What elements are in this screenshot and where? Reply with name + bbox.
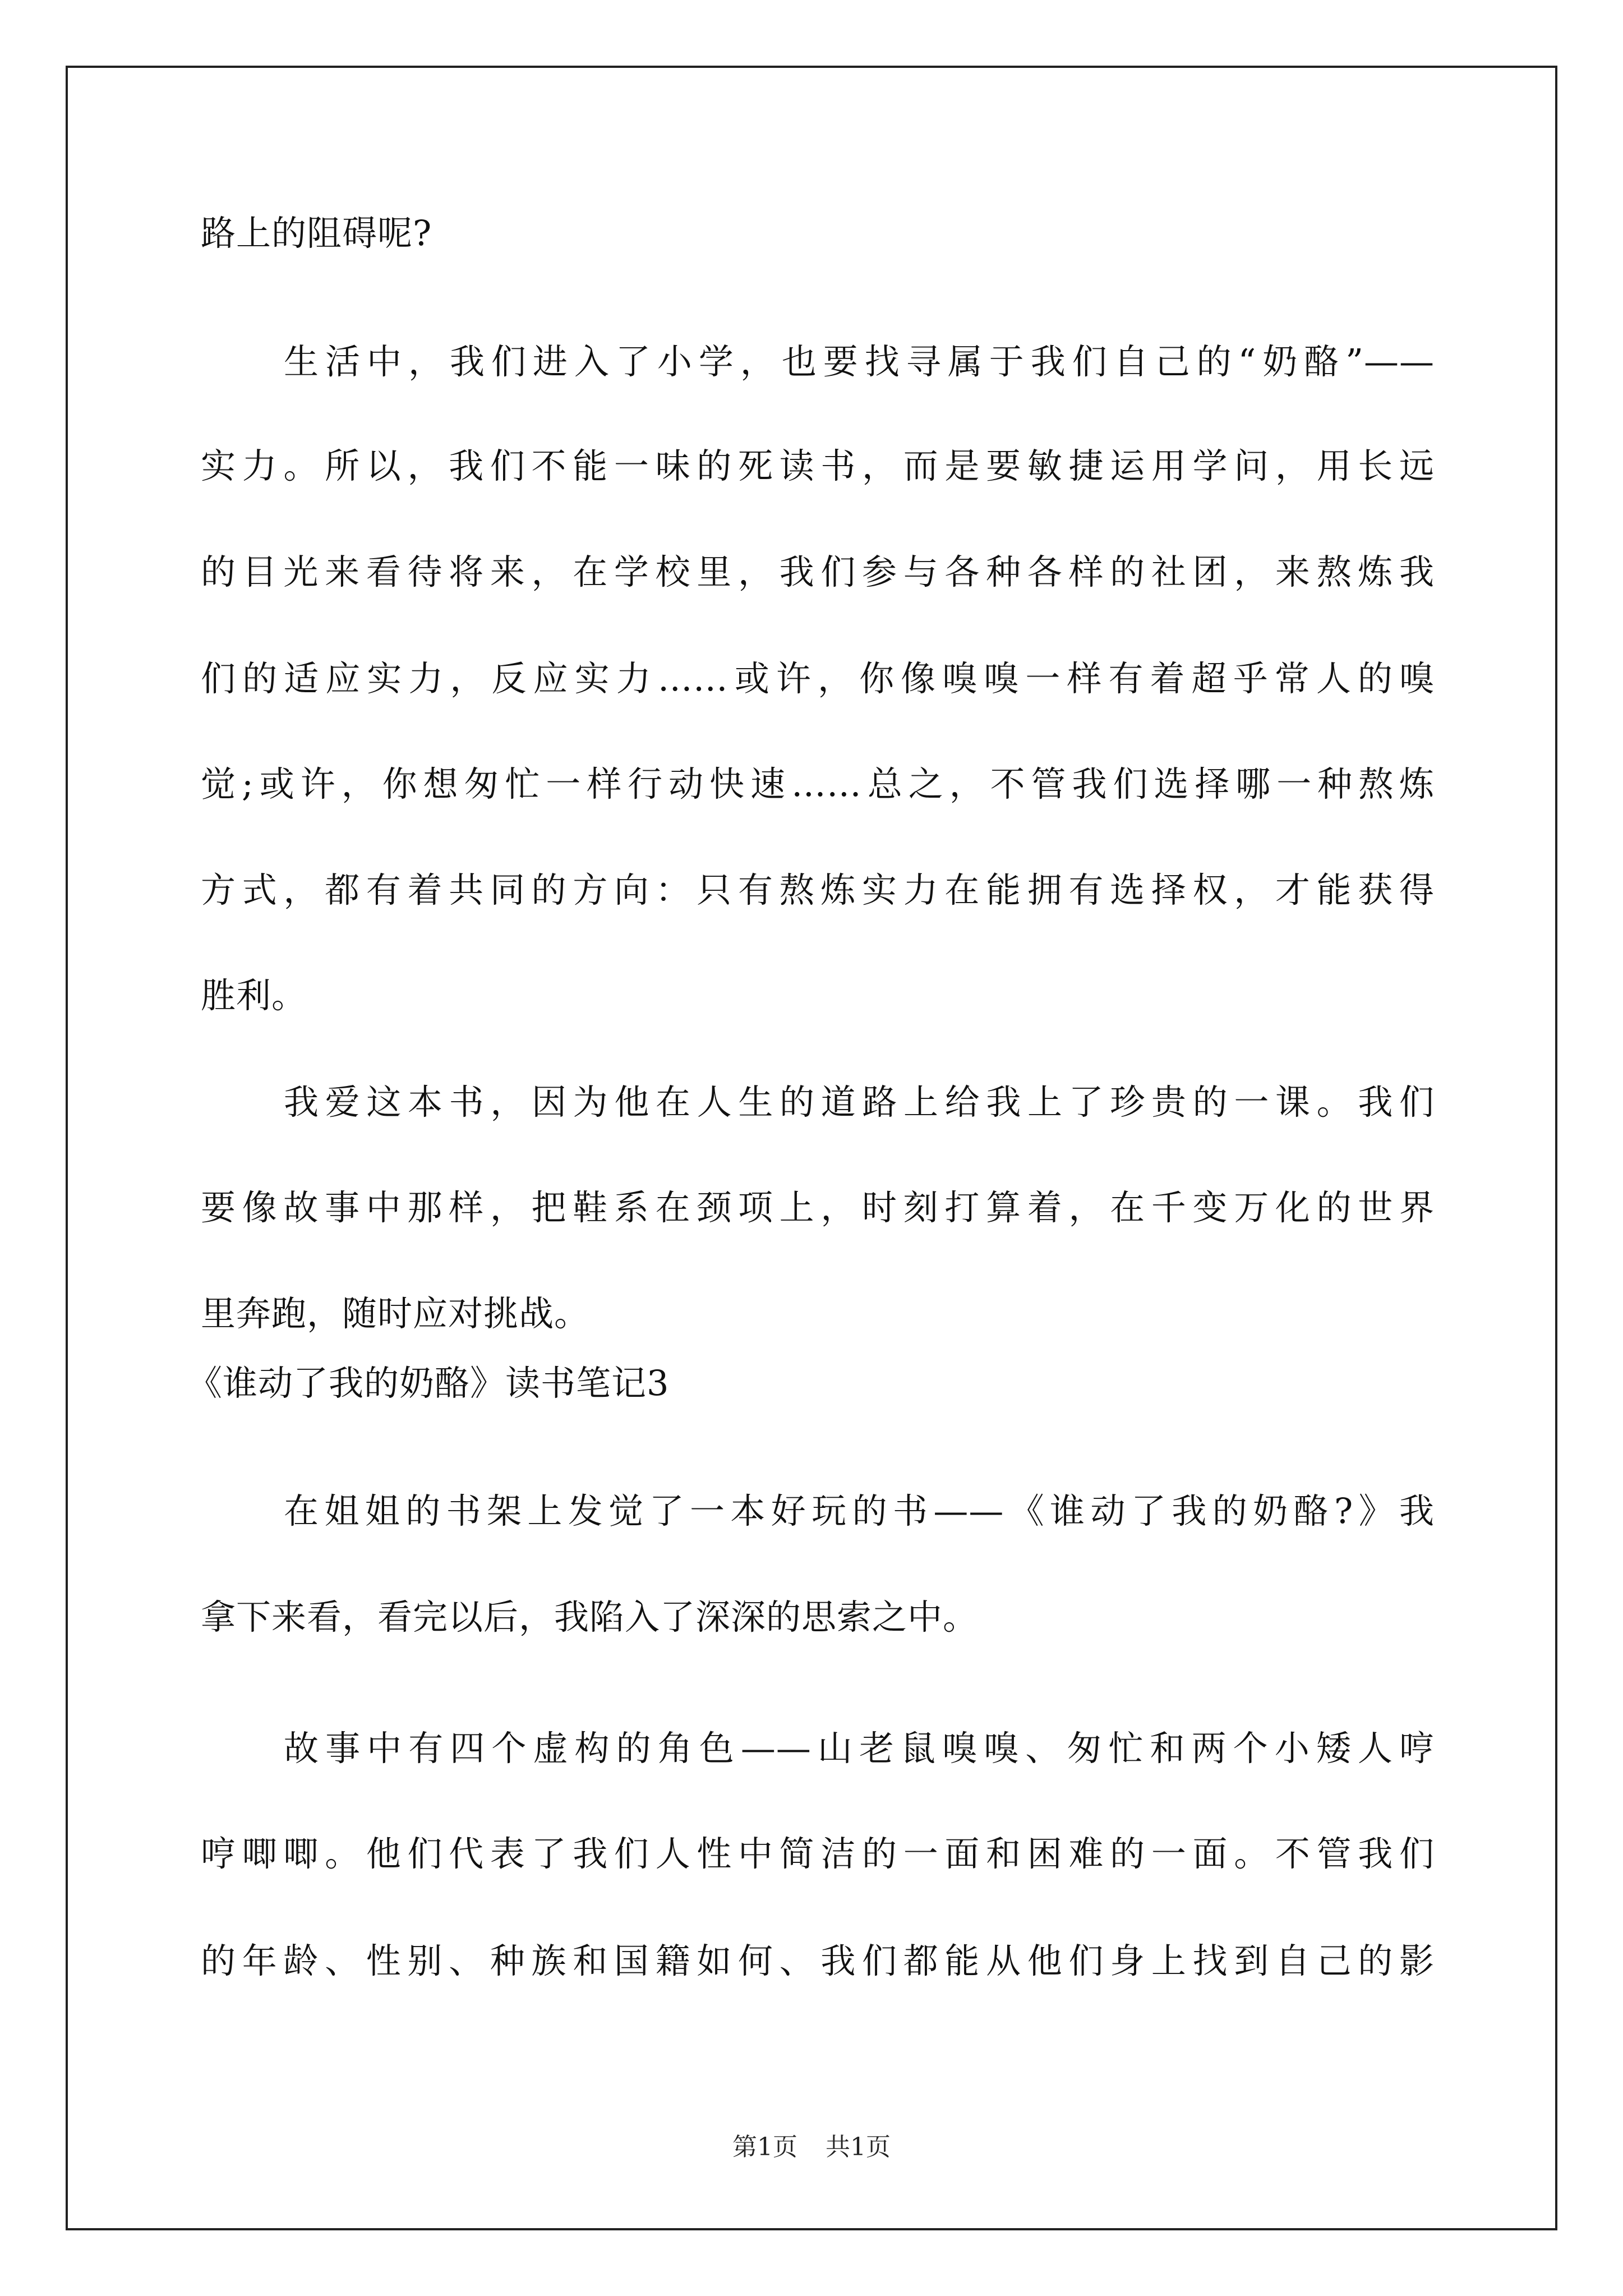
paragraph-first-line: 生活中，我们进入了小学，也要找寻属于我们自己的“奶酪”—— bbox=[284, 341, 1435, 382]
paragraph-first-line: 故事中有四个虚构的角色——山老鼠嗅嗅、匆忙和两个小矮人哼 bbox=[284, 1728, 1435, 1769]
paragraph-first-line: 我爱这本书，因为他在人生的道路上给我上了珍贵的一课。我们 bbox=[284, 1082, 1435, 1122]
paragraph-first-line: 在姐姐的书架上发觉了一本好玩的书——《谁动了我的奶酪?》我 bbox=[284, 1490, 1435, 1531]
page-footer bbox=[0, 2131, 1623, 2164]
text-line: 拿下来看，看完以后，我陷入了深深的思索之中。 bbox=[201, 1596, 979, 1637]
text-line: 哼唧唧。他们代表了我们人性中简洁的一面和困难的一面。不管我们 bbox=[201, 1833, 1435, 1874]
text-line: 方式，都有着共同的方向：只有熬炼实力在能拥有选择权，才能获得 bbox=[201, 869, 1435, 910]
text-line: 的目光来看待将来，在学校里，我们参与各种各样的社团，来熬炼我 bbox=[201, 551, 1435, 592]
text-line: 觉;或许，你想匆忙一样行动快速……总之，不管我们选择哪一种熬炼 bbox=[201, 763, 1435, 804]
page-border bbox=[66, 66, 1557, 2230]
text-line: 胜利。 bbox=[201, 975, 307, 1016]
text-line: 实力。所以，我们不能一味的死读书，而是要敏捷运用学问，用长远 bbox=[201, 445, 1435, 486]
text-line: 的年龄、性别、种族和国籍如何、我们都能从他们身上找到自己的影 bbox=[201, 1940, 1435, 1981]
text-line: 路上的阻碍呢? bbox=[201, 213, 432, 254]
text-line: 们的适应实力，反应实力……或许，你像嗅嗅一样有着超乎常人的嗅 bbox=[201, 658, 1435, 699]
page-number: 第1页 bbox=[732, 2133, 797, 2161]
page-total: 共1页 bbox=[826, 2133, 891, 2161]
text-line: 要像故事中那样，把鞋系在颈项上，时刻打算着，在千变万化的世界 bbox=[201, 1187, 1435, 1228]
text-line: 里奔跑，随时应对挑战。 bbox=[201, 1293, 590, 1334]
section-heading: 《谁动了我的奶酪》读书笔记3 bbox=[187, 1363, 670, 1404]
